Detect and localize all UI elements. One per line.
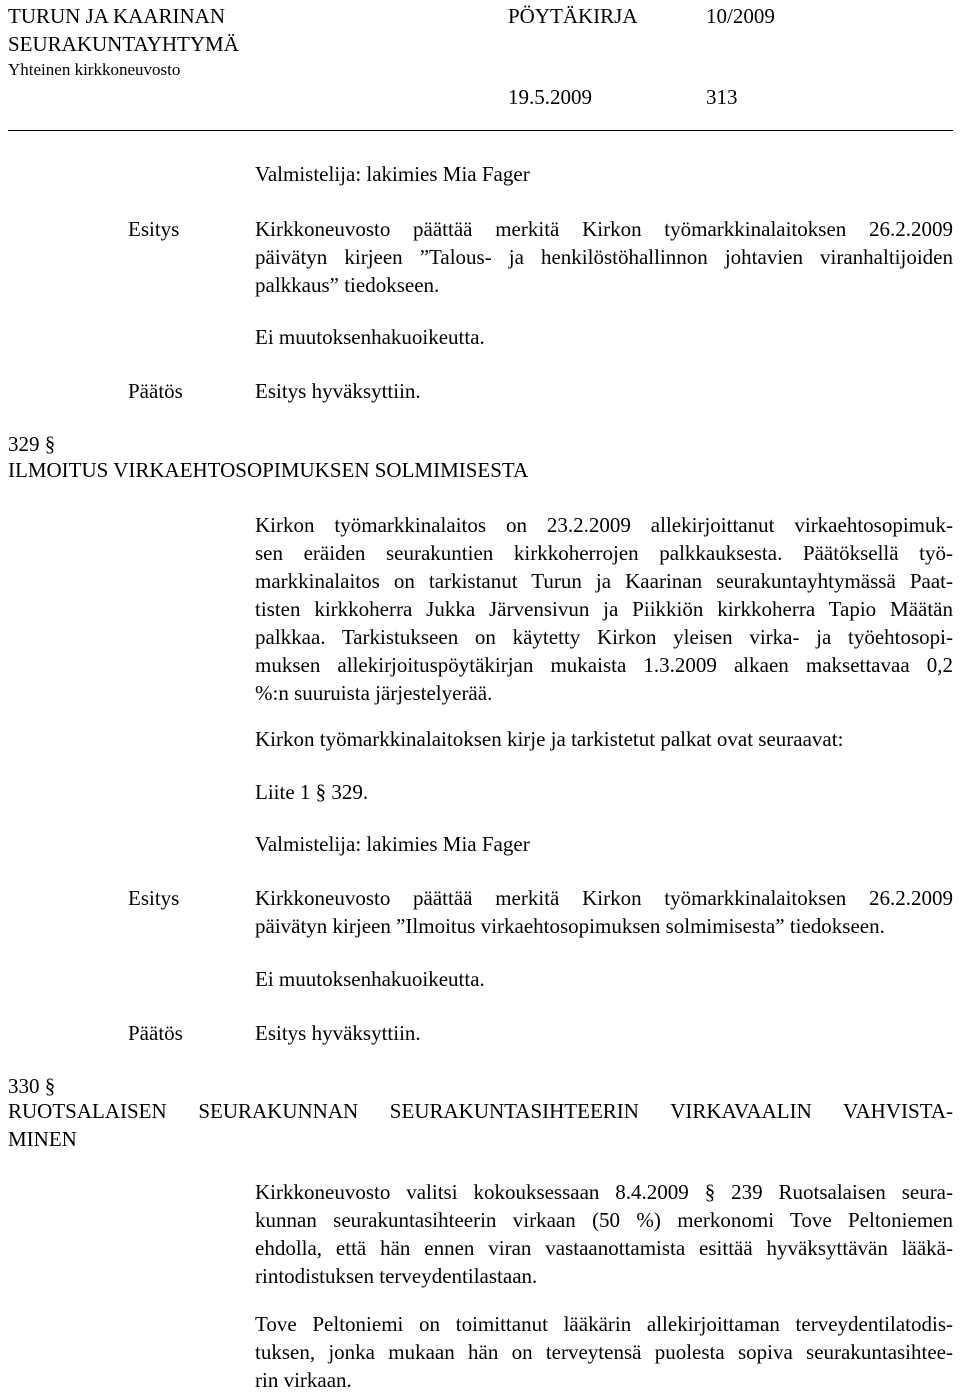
paragraph [255, 1178, 953, 1290]
text-line: päivätyn kirjeen ”Ilmoitus virkaehtosopimuksen solmimisesta” tiedokseen. [255, 914, 885, 938]
text-line: Kirkkoneuvosto päättää merkitä Kirkon työmarkkinalaitoksen 26.2.2009 [255, 886, 953, 910]
section-title [8, 1097, 953, 1153]
preparer-line: Valmistelija: lakimies Mia Fager [255, 832, 530, 856]
body-name: Yhteinen kirkkoneuvosto [8, 60, 181, 79]
text-line: markkinalaitos on tarkistanut Turun ja Kaarinan seurakuntayhtymässä Paat- [255, 569, 953, 593]
org-name-line2: SEURAKUNTAYHTYMÄ [8, 32, 239, 56]
page-number: 313 [706, 85, 738, 109]
section-number: 330 § [8, 1074, 56, 1098]
paragraph [255, 1310, 953, 1394]
proposal-label: Esitys [128, 886, 180, 910]
proposal-text [255, 884, 953, 940]
proposal-label: Esitys [128, 217, 180, 241]
text-line: Kirkkoneuvosto valitsi kokouksessaan 8.4.2009 § 239 Ruotsalaisen seura- [255, 1180, 953, 1204]
decision-label: Päätös [128, 1021, 183, 1045]
section-body [255, 511, 953, 707]
preparer-line: Valmistelija: lakimies Mia Fager [255, 162, 530, 186]
text-line: Tove Peltoniemi on toimittanut lääkärin allekirjoittaman terveydentilatodis- [255, 1312, 953, 1336]
text-line: sen eräiden seurakuntien kirkkoherrojen palkkauksesta. Päätöksellä työ- [255, 541, 953, 565]
decision-label: Päätös [128, 379, 183, 403]
text-line: palkkaa. Tarkistukseen on käytetty Kirkon yleisen virka- ja työehtosopi- [255, 625, 953, 649]
text-line: ehdolla, että hän ennen viran vastaanottamista esittää hyväksyttävän lääkä- [255, 1236, 953, 1260]
text-line: kunnan seurakuntasihteerin virkaan (50 %) merkonomi Tove Peltoniemen [255, 1208, 953, 1232]
text-line: rin virkaan. [255, 1368, 352, 1392]
text-line: Kirkkoneuvosto päättää merkitä Kirkon työmarkkinalaitoksen 26.2.2009 [255, 217, 953, 241]
no-appeal-note: Ei muutoksenhakuoikeutta. [255, 967, 485, 991]
proposal-text [255, 215, 953, 299]
text-line: %:n suuruista järjestelyerää. [255, 681, 493, 705]
section-title: ILMOITUS VIRKAEHTOSOPIMUKSEN SOLMIMISESTA [8, 458, 529, 482]
section-number: 329 § [8, 432, 56, 456]
text-line: tisten kirkkoherra Jukka Järvensivun ja Piikkiön kirkkoherra Tapio Määtän [255, 597, 953, 621]
text-line: päivätyn kirjeen ”Talous- ja henkilöstöhallinnon johtavien viranhaltijoiden [255, 245, 953, 269]
letter-note: Kirkon työmarkkinalaitoksen kirje ja tarkistetut palkat ovat seuraavat: [255, 727, 844, 751]
text-line: rintodistuksen terveydentilastaan. [255, 1264, 538, 1288]
header-rule [8, 130, 953, 131]
text-line: MINEN [8, 1127, 77, 1151]
text-line: muksen allekirjoituspöytäkirjan mukaista 1.3.2009 alkaen maksettavaa 0,2 [255, 653, 953, 677]
doc-type: PÖYTÄKIRJA [508, 4, 638, 28]
attachment-ref: Liite 1 § 329. [255, 780, 369, 804]
no-appeal-note: Ei muutoksenhakuoikeutta. [255, 325, 485, 349]
decision-text: Esitys hyväksyttiin. [255, 379, 421, 403]
text-line: palkkaus” tiedokseen. [255, 273, 440, 297]
text-line: tuksen, jonka mukaan hän on terveytensä puolesta sopiva seurakuntasihtee- [255, 1340, 953, 1364]
org-name-line1: TURUN JA KAARINAN [8, 4, 226, 28]
text-line: RUOTSALAISEN SEURAKUNNAN SEURAKUNTASIHTEERIN VIRKAVAALIN VAHVISTA- [8, 1099, 953, 1123]
meeting-date: 19.5.2009 [508, 85, 592, 109]
doc-number: 10/2009 [706, 4, 775, 28]
text-line: Kirkon työmarkkinalaitos on 23.2.2009 allekirjoittanut virkaehtosopimuk- [255, 513, 953, 537]
decision-text: Esitys hyväksyttiin. [255, 1021, 421, 1045]
